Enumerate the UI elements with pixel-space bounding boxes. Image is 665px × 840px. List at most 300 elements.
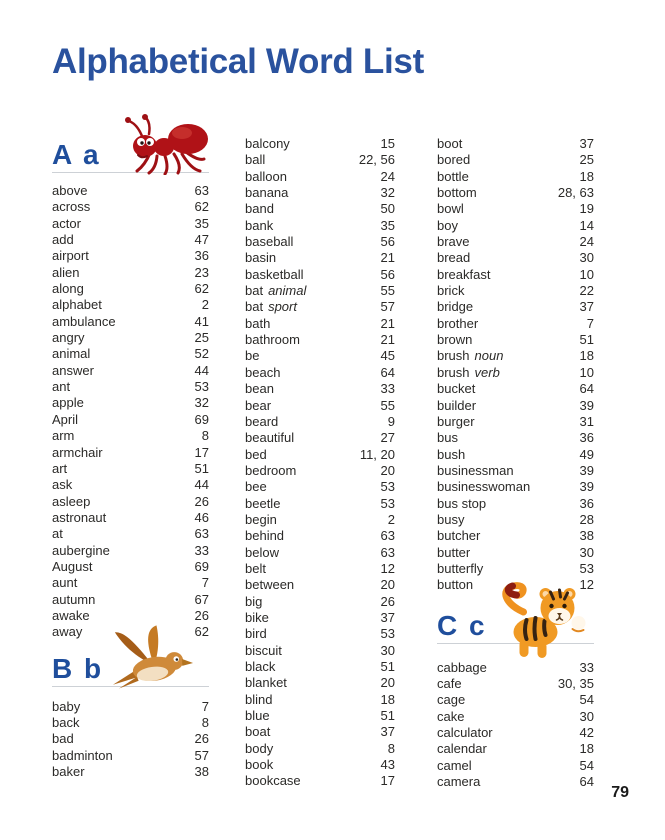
page-reference: 21	[380, 250, 395, 266]
page-reference: 33	[579, 659, 594, 675]
word-text: astronaut	[52, 509, 107, 525]
word-text: bored	[437, 152, 471, 168]
word-list-row	[245, 267, 395, 283]
page-reference: 7	[201, 575, 209, 591]
page-reference: 63	[194, 526, 209, 542]
word-text: body	[245, 740, 274, 756]
word-text: builder	[437, 397, 477, 413]
word-text: boat	[245, 724, 271, 740]
page-reference: 35	[194, 215, 209, 231]
word-text: be	[245, 348, 260, 364]
word-text: brush verb	[437, 364, 500, 380]
word-text: awake	[52, 607, 90, 623]
page-reference: 54	[579, 757, 594, 773]
word-text: bush	[437, 446, 466, 462]
page-reference: 8	[201, 428, 209, 444]
word-text: brown	[437, 332, 473, 348]
word-text: businessman	[437, 462, 514, 478]
word-list-row	[437, 348, 594, 364]
word-text: bad	[52, 731, 74, 747]
page-reference: 50	[380, 201, 395, 217]
word-text: bedroom	[245, 462, 297, 478]
page-reference: 12	[380, 560, 395, 576]
word-text: ask	[52, 477, 73, 493]
word-text: ball	[245, 152, 266, 168]
word-list-row	[245, 463, 395, 479]
word-list-b-part3	[437, 136, 594, 594]
word-list-row	[52, 526, 209, 542]
word-text: across	[52, 199, 91, 215]
word-list-row	[245, 348, 395, 364]
word-text: bat animal	[245, 283, 307, 299]
page-reference: 39	[579, 462, 594, 478]
word-text: baseball	[245, 234, 294, 250]
page-reference: 24	[380, 168, 395, 184]
page-reference: 43	[380, 757, 395, 773]
page-reference: 63	[380, 528, 395, 544]
word-list-row	[245, 430, 395, 446]
page-reference: 26	[194, 493, 209, 509]
word-text: bottom	[437, 185, 477, 201]
word-list-row	[52, 764, 209, 780]
word-text: bike	[245, 609, 269, 625]
word-text: butterfly	[437, 560, 484, 576]
word-list-b-part2	[245, 136, 395, 790]
word-list-row	[52, 559, 209, 575]
word-list-row	[245, 692, 395, 708]
word-text: belt	[245, 560, 266, 576]
page-reference: 23	[194, 264, 209, 280]
word-list-row	[437, 430, 594, 446]
word-text: blind	[245, 691, 273, 707]
column-middle	[245, 136, 395, 790]
word-text: along	[52, 281, 84, 297]
page-reference: 37	[579, 136, 594, 151]
word-text: bean	[245, 381, 274, 397]
word-list-b-part1	[52, 699, 209, 781]
page-reference: 55	[380, 397, 395, 413]
section-header-a	[52, 113, 209, 173]
page-reference: 53	[579, 560, 594, 576]
word-list-row	[437, 283, 594, 299]
word-list-row	[245, 447, 395, 463]
word-list-row	[52, 543, 209, 559]
word-list-row	[245, 496, 395, 512]
page-reference: 35	[380, 217, 395, 233]
word-text: burger	[437, 413, 475, 429]
word-list-row	[437, 512, 594, 528]
word-list-row	[52, 216, 209, 232]
word-text: actor	[52, 215, 81, 231]
word-text: aubergine	[52, 542, 110, 558]
page-reference: 36	[579, 495, 594, 511]
word-list-row	[437, 169, 594, 185]
word-text: ant	[52, 379, 71, 395]
word-text: book	[245, 757, 274, 773]
word-text: bread	[437, 250, 471, 266]
page-reference: 25	[194, 330, 209, 346]
word-list-row	[437, 447, 594, 463]
word-text: camera	[437, 774, 481, 790]
word-list-row	[52, 428, 209, 444]
word-list-row	[245, 185, 395, 201]
page-reference: 46	[194, 509, 209, 525]
word-text: beetle	[245, 495, 281, 511]
word-text: brick	[437, 283, 465, 299]
page-reference: 24	[579, 234, 594, 250]
page-reference: 51	[380, 708, 395, 724]
page-number: 79	[611, 784, 629, 801]
word-text: beach	[245, 364, 281, 380]
word-list-row	[52, 731, 209, 747]
word-text: button	[437, 577, 474, 593]
section-letters-a: A a	[52, 139, 101, 170]
word-list-row	[52, 395, 209, 411]
word-text: baker	[52, 764, 85, 779]
word-text: April	[52, 411, 79, 427]
page-reference: 39	[579, 397, 594, 413]
page-reference: 52	[194, 346, 209, 362]
word-list-row	[245, 250, 395, 266]
word-list-row	[437, 381, 594, 397]
word-list-row	[245, 479, 395, 495]
word-list-row	[437, 152, 594, 168]
page-reference: 31	[579, 413, 594, 429]
word-text: badminton	[52, 747, 113, 763]
page-reference: 33	[194, 542, 209, 558]
word-text: away	[52, 624, 83, 640]
word-list-row	[52, 412, 209, 428]
word-text: alien	[52, 264, 80, 280]
word-text: add	[52, 232, 74, 248]
word-list-row	[52, 494, 209, 510]
word-list-row	[245, 626, 395, 642]
page-reference: 25	[579, 152, 594, 168]
word-text: band	[245, 201, 274, 217]
word-list-row	[245, 561, 395, 577]
word-list-row	[437, 365, 594, 381]
word-text: calendar	[437, 741, 487, 757]
word-list-row	[245, 414, 395, 430]
word-list-row	[437, 299, 594, 315]
word-text: ambulance	[52, 313, 116, 329]
word-list-a	[52, 183, 209, 641]
word-text: camel	[437, 757, 472, 773]
word-text: answer	[52, 362, 94, 378]
word-text: asleep	[52, 493, 91, 509]
word-text: cafe	[437, 675, 462, 691]
page-title: Alphabetical Word List	[52, 42, 424, 81]
page-reference: 30	[579, 250, 594, 266]
word-text: bath	[245, 315, 271, 331]
word-list-row	[437, 692, 594, 708]
page-reference: 18	[579, 168, 594, 184]
word-text: bathroom	[245, 332, 300, 348]
word-list-row	[52, 232, 209, 248]
page-reference: 67	[194, 591, 209, 607]
page-reference: 8	[387, 740, 395, 756]
tiger-icon	[493, 580, 589, 660]
word-text: bear	[245, 397, 272, 413]
word-list-row	[245, 773, 395, 789]
word-list-row	[52, 461, 209, 477]
page-reference: 37	[380, 609, 395, 625]
word-list-row	[245, 528, 395, 544]
word-list-row	[52, 199, 209, 215]
word-text: baby	[52, 698, 81, 714]
word-text: boot	[437, 136, 463, 151]
page-reference: 51	[380, 659, 395, 674]
word-list-row	[245, 708, 395, 724]
word-text: bus stop	[437, 495, 487, 511]
word-list-row	[245, 234, 395, 250]
page-reference: 20	[380, 462, 395, 478]
word-text: butcher	[437, 528, 481, 544]
word-list-row	[52, 477, 209, 493]
word-text: brother	[437, 315, 479, 331]
word-text: autumn	[52, 591, 96, 607]
page-reference: 17	[380, 773, 395, 789]
word-list-row	[52, 699, 209, 715]
word-text: businesswoman	[437, 479, 531, 495]
page-reference: 2	[387, 511, 395, 527]
page-reference: 30	[579, 544, 594, 560]
word-list-row	[437, 774, 594, 790]
page-reference: 63	[380, 544, 395, 560]
page-reference: 41	[194, 313, 209, 329]
section-letters-c: C c	[437, 609, 487, 641]
word-list-row	[437, 267, 594, 283]
word-text: busy	[437, 511, 465, 527]
page-reference: 56	[380, 234, 395, 250]
word-list-row	[437, 332, 594, 348]
page-reference: 20	[380, 675, 395, 691]
word-text: bucket	[437, 381, 476, 397]
word-list-row	[245, 201, 395, 217]
page-reference: 36	[579, 430, 594, 446]
word-text: back	[52, 714, 80, 730]
word-text: biscuit	[245, 642, 282, 658]
word-text: animal	[52, 346, 91, 362]
page-reference: 45	[380, 348, 395, 364]
column-left	[52, 113, 209, 780]
page-reference: 11, 20	[359, 446, 395, 462]
word-text: boy	[437, 217, 458, 233]
word-text: armchair	[52, 444, 103, 460]
word-list-row	[245, 381, 395, 397]
page-reference: 30	[579, 708, 594, 724]
word-list-row	[437, 561, 594, 577]
word-text: above	[52, 183, 88, 198]
page-reference: 26	[194, 731, 209, 747]
page-reference: 7	[201, 698, 209, 714]
page-reference: 49	[579, 446, 594, 462]
word-qualifier: verb	[474, 364, 500, 380]
page-reference: 53	[380, 495, 395, 511]
word-text: cabbage	[437, 659, 487, 675]
word-list-row	[437, 414, 594, 430]
word-text: alphabet	[52, 297, 102, 313]
word-text: balloon	[245, 168, 287, 184]
page-reference: 33	[380, 381, 395, 397]
word-text: blanket	[245, 675, 287, 691]
column-right	[437, 136, 594, 790]
word-list-row	[437, 741, 594, 757]
word-text: beard	[245, 413, 279, 429]
word-list-row	[437, 496, 594, 512]
page-reference: 21	[380, 332, 395, 348]
word-list-row	[245, 577, 395, 593]
page-reference: 63	[194, 183, 209, 198]
word-text: art	[52, 460, 68, 476]
page-reference: 18	[579, 348, 594, 364]
word-text: bank	[245, 217, 274, 233]
page-reference: 20	[380, 577, 395, 593]
word-text: cage	[437, 692, 466, 708]
word-list-row	[52, 281, 209, 297]
word-list-row	[245, 316, 395, 332]
word-text: bookcase	[245, 773, 301, 789]
page-reference: 44	[194, 362, 209, 378]
word-text: calculator	[437, 725, 493, 740]
word-list-row	[245, 283, 395, 299]
word-list-row	[437, 479, 594, 495]
word-list-row	[437, 758, 594, 774]
page-reference: 19	[579, 201, 594, 217]
word-list-row	[245, 152, 395, 168]
page-reference: 10	[579, 364, 594, 380]
word-list-row	[52, 346, 209, 362]
word-text: bowl	[437, 201, 464, 217]
word-text: bus	[437, 430, 458, 446]
word-list-row	[437, 676, 594, 692]
page-reference: 62	[194, 199, 209, 215]
section-header-c	[437, 594, 594, 644]
word-list-row	[437, 250, 594, 266]
word-list-row	[52, 297, 209, 313]
page-reference: 7	[586, 315, 594, 331]
word-list-row	[245, 169, 395, 185]
page-reference: 14	[579, 217, 594, 233]
word-text: breakfast	[437, 266, 491, 282]
word-list-row	[245, 299, 395, 315]
page-reference: 18	[380, 691, 395, 707]
word-list-row	[52, 748, 209, 764]
word-text: below	[245, 544, 279, 560]
word-text: butter	[437, 544, 471, 560]
page-reference: 8	[201, 714, 209, 730]
page-reference: 37	[380, 724, 395, 740]
page-reference: 9	[387, 413, 395, 429]
page-reference: 62	[194, 281, 209, 297]
ant-icon	[112, 113, 212, 175]
page-reference: 22	[579, 283, 594, 299]
page-reference: 64	[380, 364, 395, 380]
word-text: balcony	[245, 136, 290, 151]
page-reference: 27	[380, 430, 395, 446]
word-list-row	[52, 510, 209, 526]
page-reference: 28	[579, 511, 594, 527]
word-list-row	[52, 314, 209, 330]
page-reference: 53	[194, 379, 209, 395]
word-list-row	[245, 741, 395, 757]
word-list-row	[52, 363, 209, 379]
page-reference: 10	[579, 266, 594, 282]
word-text: brave	[437, 234, 470, 250]
bird-icon	[105, 623, 199, 693]
word-list-row	[245, 659, 395, 675]
word-text: cake	[437, 708, 465, 724]
word-text: beautiful	[245, 430, 295, 446]
page-reference: 30	[380, 642, 395, 658]
word-list-row	[52, 330, 209, 346]
page-reference: 62	[194, 624, 209, 640]
page-reference: 44	[194, 477, 209, 493]
page-reference: 64	[579, 381, 594, 397]
page-reference: 21	[380, 315, 395, 331]
word-list-row	[437, 709, 594, 725]
word-text: big	[245, 593, 263, 609]
page-reference: 32	[194, 395, 209, 411]
word-list-row	[52, 715, 209, 731]
word-text: apple	[52, 395, 84, 411]
page-reference: 26	[380, 593, 395, 609]
word-text: bottle	[437, 168, 469, 184]
word-list-row	[245, 757, 395, 773]
word-list-row	[437, 218, 594, 234]
page-reference: 22, 56	[358, 152, 395, 168]
word-list-row	[52, 592, 209, 608]
page-reference: 42	[579, 725, 594, 740]
word-text: bed	[245, 446, 267, 462]
page-reference: 26	[194, 607, 209, 623]
word-list-row	[437, 316, 594, 332]
page-reference: 18	[579, 741, 594, 757]
page-reference: 39	[579, 479, 594, 495]
word-list-row	[245, 136, 395, 152]
page-reference: 53	[380, 479, 395, 495]
word-text: bird	[245, 626, 267, 642]
word-list-row	[437, 660, 594, 676]
word-text: basketball	[245, 266, 304, 282]
word-list-row	[437, 136, 594, 152]
word-text: August	[52, 558, 93, 574]
page-reference: 36	[194, 248, 209, 264]
page-reference: 54	[579, 692, 594, 708]
page-reference: 57	[194, 747, 209, 763]
word-list-row	[437, 463, 594, 479]
page-reference: 47	[194, 232, 209, 248]
page-reference: 57	[380, 299, 395, 315]
word-qualifier: animal	[268, 283, 307, 299]
word-text: black	[245, 659, 276, 674]
word-qualifier: noun	[474, 348, 504, 364]
word-list-row	[52, 379, 209, 395]
page-reference: 37	[579, 299, 594, 315]
word-list-row	[245, 545, 395, 561]
page-reference: 56	[380, 266, 395, 282]
word-list-row	[437, 234, 594, 250]
page-reference: 17	[194, 444, 209, 460]
word-text: brush noun	[437, 348, 504, 364]
word-list-row	[52, 183, 209, 199]
word-list-row	[437, 201, 594, 217]
word-text: blue	[245, 708, 270, 724]
section-header-b	[52, 641, 209, 687]
page-reference: 69	[194, 558, 209, 574]
page-reference: 12	[579, 577, 594, 593]
word-list-row	[245, 512, 395, 528]
